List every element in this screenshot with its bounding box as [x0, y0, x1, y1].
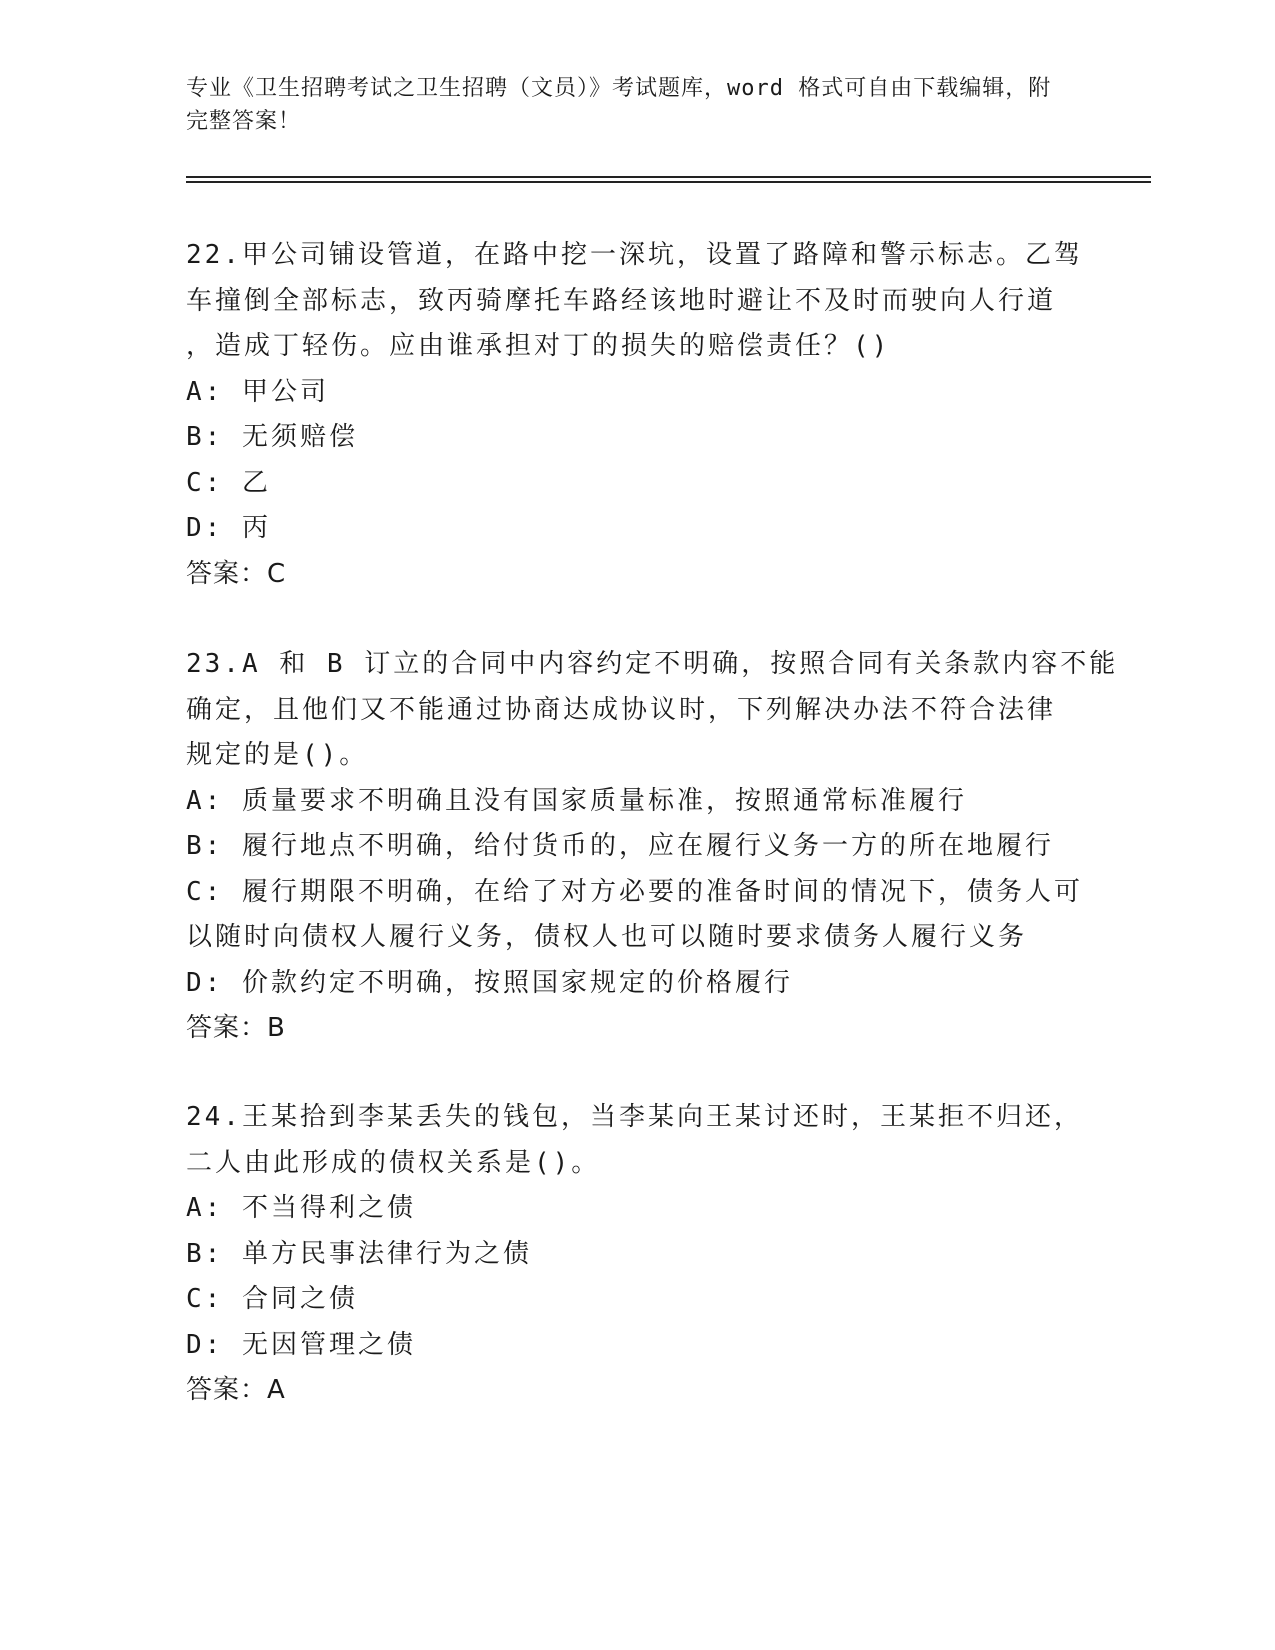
question-stem-line: 车撞倒全部标志，致丙骑摩托车路经该地时避让不及时而驶向人行道 — [186, 285, 1057, 316]
question-stem-line: 二人由此形成的债权关系是()。 — [186, 1147, 601, 1178]
document-header: 专业《卫生招聘考试之卫生招聘（文员）》考试题库，word 格式可自由下载编辑，附完整答案！ — [186, 76, 1052, 134]
question-stem-line: 24.王某拾到李某丢失的钱包，当李某向王某讨还时，王某拒不归还， — [186, 1102, 1083, 1132]
answer-line: 答案：C — [186, 558, 287, 589]
answer-line: 答案：B — [186, 1013, 286, 1043]
option-c: C: 乙 — [186, 467, 271, 498]
option-c-continued: 以随时向债权人履行义务，债权人也可以随时要求债务人履行义务 — [186, 922, 1028, 952]
answer-line: 答案：A — [186, 1375, 286, 1405]
question-stem-line: 22.甲公司铺设管道，在路中挖一深坑，设置了路障和警示标志。乙驾 — [186, 240, 1083, 270]
question-stem-line: ，造成丁轻伤。应由谁承担对丁的损失的赔偿责任？() — [186, 331, 891, 361]
question-stem-line: 确定，且他们又不能通过协商达成协议时，下列解决办法不符合法律 — [186, 694, 1057, 725]
option-a: A: 不当得利之债 — [186, 1193, 416, 1223]
question-stem-line: 规定的是()。 — [186, 740, 369, 770]
option-d: D: 丙 — [186, 513, 271, 543]
question-22 — [186, 233, 1083, 597]
header-divider-top — [186, 176, 1151, 178]
option-b: B: 无须赔偿 — [186, 422, 358, 452]
option-c: C: 合同之债 — [186, 1284, 358, 1314]
option-c: C: 履行期限不明确，在给了对方必要的准备时间的情况下，债务人可 — [186, 876, 1083, 907]
option-b: B: 履行地点不明确，给付货币的，应在履行义务一方的所在地履行 — [186, 831, 1054, 861]
option-d: D: 价款约定不明确，按照国家规定的价格履行 — [186, 967, 793, 998]
option-b: B: 单方民事法律行为之债 — [186, 1238, 532, 1269]
option-d: D: 无因管理之债 — [186, 1329, 416, 1360]
option-a: A: 甲公司 — [186, 376, 329, 407]
question-stem-line: 23.A 和 B 订立的合同中内容约定不明确，按照合同有关条款内容不能 — [186, 649, 1119, 679]
question-24 — [186, 1095, 1083, 1414]
option-a: A: 质量要求不明确且没有国家质量标准，按照通常标准履行 — [186, 785, 967, 816]
question-23 — [186, 642, 1119, 1052]
header-divider-bottom — [186, 181, 1151, 183]
